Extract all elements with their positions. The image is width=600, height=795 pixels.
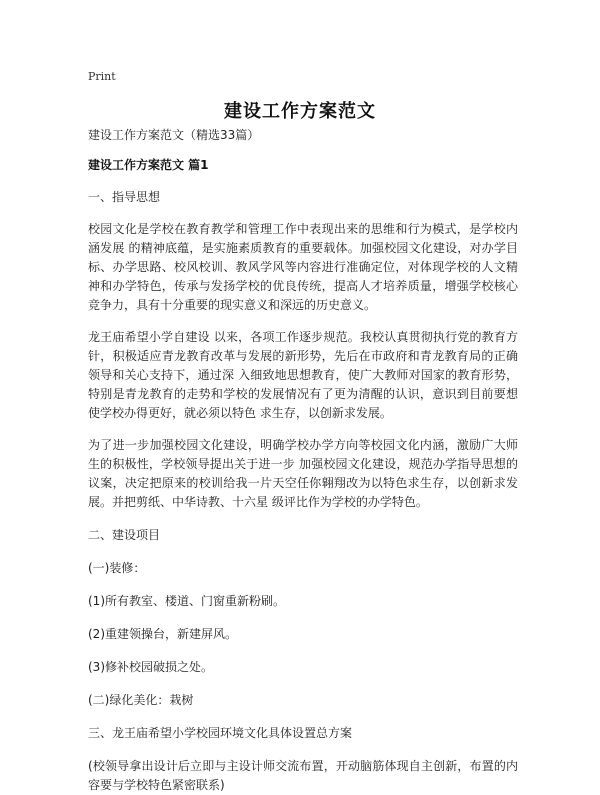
heading-environment-plan: 三、龙王庙希望小学校园环境文化具体设置总方案 — [88, 726, 353, 740]
section-heading: 建设工作方案范文 篇1 — [88, 158, 209, 172]
print-link[interactable]: Print — [88, 70, 116, 83]
paragraph-culture-proposal: 为了进一步加强校园文化建设，明确学校办学方向等校园文化内涵，激励广大师生的积极性，学校领导提出关于进一步 加强校园文化建设，规范办学指导思想的议案，决定把原来的校训给我一片天空任你翱翔改为以特色求生存，以创新求发展。并把剪纸、中华诗教、十六星 级评比作为学校的办学特色。 — [88, 438, 518, 509]
list-item-repaint: (1)所有教室、楼道、门窗重新粉刷。 — [88, 594, 285, 608]
list-item-rebuild: (2)重建领操台，新建屏风。 — [88, 627, 237, 641]
list-item-greening: (二)绿化美化：栽树 — [88, 693, 194, 707]
list-item-decoration: (一)装修： — [88, 561, 146, 575]
document-subtitle: 建设工作方案范文（精选33篇） — [88, 128, 260, 142]
paragraph-school-history: 龙王庙希望小学自建设 以来，各项工作逐步规范。我校认真贯彻执行党的教育方针，积极适应青龙教育改革与发展的新形势，先后在市政府和青龙教育局的正确领导和关心支持下，通过深 入细致地思想教育，使广大教师对国家的教育形势，特别是青龙教育的走势和学校的发展情况有了更为清醒的认识，意识到目前要想使学校办得更好，就必须以特色 求生存，以创新求发展。 — [88, 330, 518, 420]
paragraph-plan-note: (校领导拿出设计后立即与主设计师交流布置，开动脑筋体现自主创新，布置的内容要与学校特色紧密联系) — [88, 759, 518, 792]
list-item-repair: (3)修补校园破损之处。 — [88, 660, 213, 674]
paragraph-campus-culture: 校园文化是学校在教育教学和管理工作中表现出来的思维和行为模式，是学校内涵发展 的精神底蕴，是实施素质教育的重要载体。加强校园文化建设，对办学目标、办学思路、校风校训、教风学风等内容进行准确定位，对体现学校的人文精神和办学特色，传承与发扬学校的优良传统，提高人才培养质量，增强学校核心竞争力，具有十分重要的现实意义和深远的历史意义。 — [88, 222, 518, 312]
heading-guiding-ideology: 一、指导思想 — [88, 190, 161, 204]
heading-construction-projects: 二、建设项目 — [88, 528, 161, 542]
document-body — [88, 126, 518, 795]
page-title: 建设工作方案范文 — [224, 101, 376, 122]
